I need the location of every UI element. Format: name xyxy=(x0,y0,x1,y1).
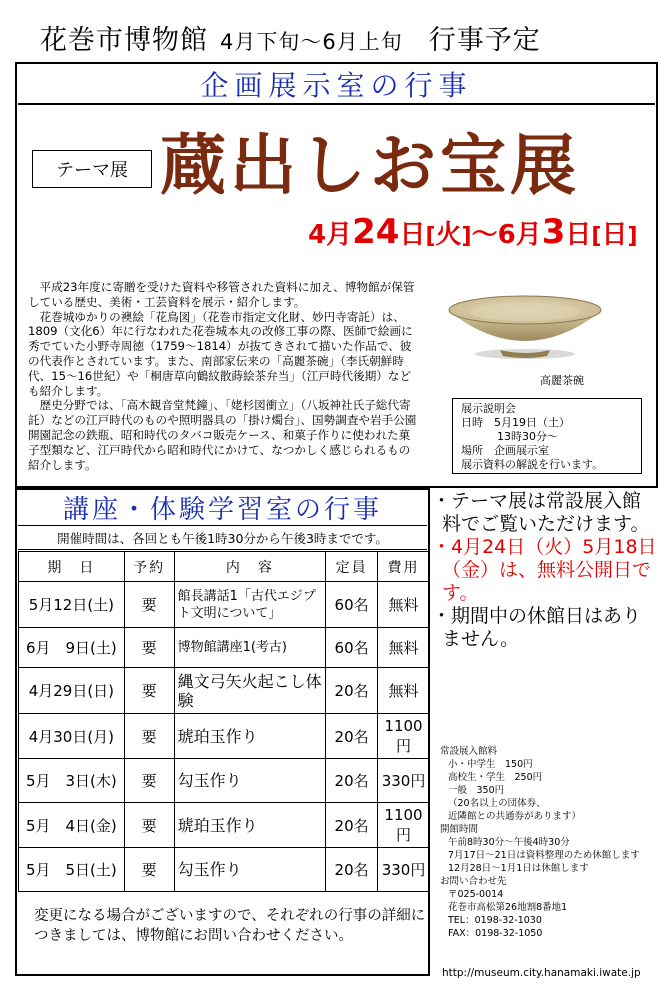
row-fee: 1100円 xyxy=(378,803,430,848)
table-row xyxy=(19,668,430,714)
col-reservation: 予約 xyxy=(124,552,174,582)
row-content: 勾玉作り xyxy=(174,848,326,892)
col-date: 期 日 xyxy=(19,552,125,582)
table-row xyxy=(19,759,430,803)
start-month: 4 xyxy=(308,220,327,250)
start-day: 24 xyxy=(352,212,400,252)
side-notes xyxy=(432,490,658,651)
exhibit-banner: 企画展示室の行事 xyxy=(18,65,655,105)
row-reservation: 要 xyxy=(124,803,174,848)
table-row xyxy=(19,803,430,848)
row-content: 博物館講座1(考古) xyxy=(174,628,326,668)
row-fee: 無料 xyxy=(378,628,430,668)
row-content: 勾玉作り xyxy=(174,759,326,803)
fee-line: 一般 350円 xyxy=(448,785,505,796)
end-dow: 日 xyxy=(601,220,628,250)
start-dow: 火 xyxy=(435,220,462,250)
table-row xyxy=(19,848,430,892)
contact-title: お問い合わせ先 xyxy=(440,876,507,887)
desc-paragraph: 花巻城ゆかりの襖絵「花鳥図」（花巻市指定文化財、妙円寺寄託）は、1809（文化6）年に行なわれた花巻城本丸の改修工事の際、医師で絵画に秀でていた小野寺周徳（1759～1814）が抜てきされて描いた作品で、彼の代表作とされています。また、南部家伝来の「高麗茶碗」（李氏朝鮮時代、15～16世紀）や「桐唐草向鶴紋散蒔絵茶弁当」（江戸時代後期）なども紹介します。 xyxy=(28,309,413,398)
bowl-caption: 高麗茶碗 xyxy=(540,374,584,387)
row-date: 4月29日(日) xyxy=(19,668,125,714)
tel: TEL：0198-32-1030 xyxy=(448,915,542,926)
gallery-talk-box xyxy=(452,398,642,474)
website-url: http://museum.city.hanamaki.iwate.jp xyxy=(442,967,641,979)
row-date: 6月 9日(土) xyxy=(19,628,125,668)
row-fee: 無料 xyxy=(378,582,430,628)
col-fee: 費用 xyxy=(378,552,430,582)
hours-title: 開館時間 xyxy=(440,824,479,835)
hours-line: 午前8時30分～午後4時30分 xyxy=(448,837,570,848)
talk-time: 13時30分～ xyxy=(497,430,558,443)
row-content: 琥珀玉作り xyxy=(174,714,326,759)
plan-label: 行事予定 xyxy=(428,25,541,56)
row-reservation: 要 xyxy=(124,628,174,668)
row-content: 琥珀玉作り xyxy=(174,803,326,848)
row-capacity: 20名 xyxy=(326,759,378,803)
row-date: 5月 4日(金) xyxy=(19,803,125,848)
end-day: 3 xyxy=(541,212,566,252)
note-free-days: ・4月24日（火）5月18日（金）は、無料公開日です。 xyxy=(432,536,657,604)
theme-tag: テーマ展 xyxy=(32,150,152,188)
row-capacity: 20名 xyxy=(326,668,378,714)
col-capacity: 定員 xyxy=(326,552,378,582)
row-capacity: 20名 xyxy=(326,803,378,848)
row-reservation: 要 xyxy=(124,668,174,714)
end-month: 6 xyxy=(497,220,516,250)
row-reservation: 要 xyxy=(124,848,174,892)
row-date: 4月30日(月) xyxy=(19,714,125,759)
row-content: 縄文弓矢火起こし体験 xyxy=(174,668,326,714)
row-capacity: 60名 xyxy=(326,582,378,628)
talk-date-line: 日時 5月19日（土） xyxy=(461,416,570,429)
desc-paragraph: 歴史分野では、「高木観音堂梵鐘」、「姥杉図衝立」（八坂神社氏子総代寄託）などの江戸時代のものや照明器具の「掛け燭台」、国勢調査や岩手公園開園記念の鉄瓶、昭和時代のタバコ販売ケース、和菓子作りに使われた菓子型類など、江戸時代から昭和時代にかけて、なつかしく感じられるもの紹介します。 xyxy=(28,398,417,472)
col-content: 内 容 xyxy=(174,552,326,582)
row-capacity: 20名 xyxy=(326,848,378,892)
page-header xyxy=(40,18,541,57)
note-admission: ・テーマ展は常設展入館料でご覧いただけます。 xyxy=(432,490,650,535)
lecture-title: 講座・体験学習室の行事 xyxy=(18,490,427,526)
desc-paragraph: 平成23年度に寄贈を受けた資料や移管された資料に加え、博物館が保管している歴史、美術・工芸資料を展示・紹介します。 xyxy=(28,280,415,309)
talk-place-line: 場所 企画展示室 xyxy=(461,444,549,457)
hours-line: 7月17日～21日は資料整理のため休館します xyxy=(448,850,640,861)
address: 花巻市高松第26地割8番地1 xyxy=(448,902,568,913)
row-content: 館長講話1「古代エジプト文明について」 xyxy=(174,582,326,628)
fee-line: （20名以上の団体券、 xyxy=(448,798,546,809)
table-row xyxy=(19,582,430,628)
row-capacity: 60名 xyxy=(326,628,378,668)
fee-title: 常設展入館料 xyxy=(440,746,498,757)
exhibit-title: 蔵出しお宝展 xyxy=(160,126,580,204)
hours-line: 12月28日～1月1日は休館します xyxy=(448,863,589,874)
museum-info xyxy=(440,745,640,940)
tea-bowl-image xyxy=(445,290,605,360)
row-date: 5月 5日(土) xyxy=(19,848,125,892)
period: 4月下旬～6月上旬 xyxy=(220,30,403,54)
row-reservation: 要 xyxy=(124,759,174,803)
row-fee: 1100円 xyxy=(378,714,430,759)
change-notice: 変更になる場合がございますので、それぞれの行事の詳細につきましては、博物館にお問い合わせください。 xyxy=(34,908,426,944)
row-fee: 無料 xyxy=(378,668,430,714)
row-reservation: 要 xyxy=(124,582,174,628)
fax: FAX：0198-32-1050 xyxy=(448,928,543,939)
row-fee: 330円 xyxy=(378,759,430,803)
exhibit-dates: 4月24日[火]〜6月3日[日] xyxy=(308,212,638,252)
zip-code: 〒025-0014 xyxy=(448,889,504,900)
talk-title: 展示説明会 xyxy=(461,402,516,415)
exhibit-description xyxy=(28,280,420,472)
note-closed-days: ・期間中の休館日はありません。 xyxy=(432,605,642,650)
museum-name: 花巻市博物館 xyxy=(40,25,208,56)
schedule-table xyxy=(18,551,430,892)
talk-note: 展示資料の解説を行います。 xyxy=(461,458,604,471)
row-reservation: 要 xyxy=(124,714,174,759)
lecture-hours: 開催時間は、各回とも午後1時30分から午後3時までです。 xyxy=(18,526,427,550)
fee-line: 近隣館との共通券があります） xyxy=(448,811,582,822)
row-date: 5月 3日(木) xyxy=(19,759,125,803)
fee-line: 小・中学生 150円 xyxy=(448,759,533,770)
row-fee: 330円 xyxy=(378,848,430,892)
row-capacity: 20名 xyxy=(326,714,378,759)
row-date: 5月12日(土) xyxy=(19,582,125,628)
fee-line: 高校生・学生 250円 xyxy=(448,772,543,783)
table-row xyxy=(19,714,430,759)
table-row xyxy=(19,628,430,668)
table-header-row xyxy=(19,552,430,582)
